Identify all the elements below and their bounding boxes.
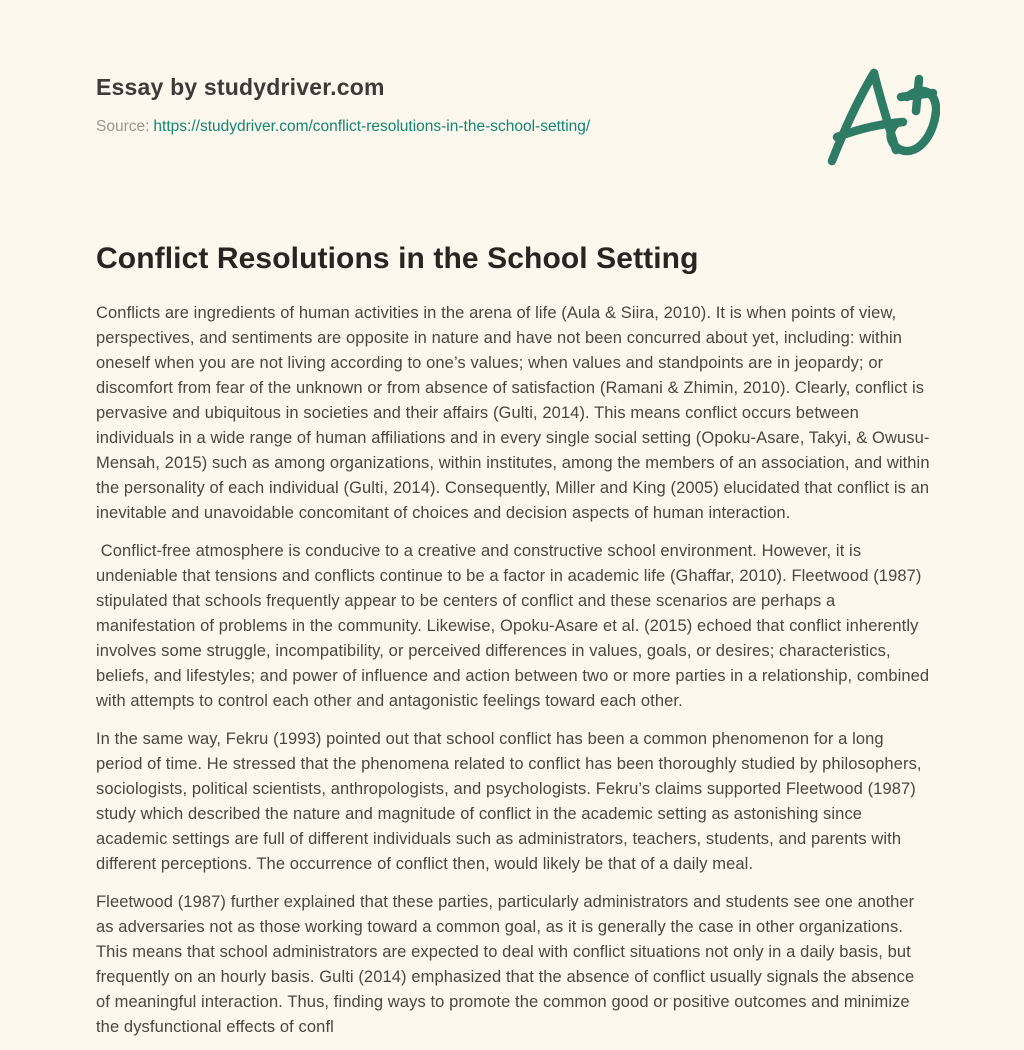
article-paragraph-2: Conflict-free atmosphere is conducive to a creative and constructive school environment. However, it is undeniable that tensions and conflicts continue to be a factor in academic life (Ghaffar, 2010). Fleetwood (1987) stipulated that schools frequently appear to be centers of conflict and these scenarios are perhaps a manifestation of problems in the community. Likewise, Opoku-Asare et al. (2015) echoed that conflict inherently involves some struggle, incompatibility, or perceived differences in values, goals, or desires; characteristics, beliefs, and lifestyles; and power of influence and action between two or more parties in a relationship, combined with attempts to control each other and antagonistic feelings toward each other. xyxy=(96,542,934,710)
article-title: Conflict Resolutions in the School Setting xyxy=(96,242,699,275)
studydriver-a-plus-logo-icon xyxy=(820,60,940,170)
source-line xyxy=(96,118,930,136)
article-paragraph-1: Conflicts are ingredients of human activities in the arena of life (Aula & Siira, 2010). It is when points of view, perspectives, and sentiments are opposite in nature and have not been concurred about yet, including: within oneself when you are not living according to one’s values; when values and standpoints are in jeopardy; or discomfort from fear of the unknown or from absence of satisfaction (Ramani & Zhimin, 2010). Clearly, conflict is pervasive and ubiquitous in societies and their affairs (Gulti, 2014). This means conflict occurs between individuals in a wide range of human affiliations and in every single social setting (Opoku-Asare, Takyi, & Owusu-Mensah, 2015) such as among organizations, within institutes, among the members of an association, and within the personality of each individual (Gulti, 2014). Consequently, Miller and King (2005) elucidated that conflict is an inevitable and unavoidable concomitant of choices and decision aspects of human interaction. xyxy=(96,304,935,522)
article-paragraph-4: Fleetwood (1987) further explained that these parties, particularly administrators and students see one another as adversaries not as those working toward a common goal, as it is generally the case in other organizations. This means that school administrators are expected to deal with conflict situations not only in a daily basis, but frequently on an hourly basis. Gulti (2014) emphasized that the absence of conflict usually signals the absence of meaningful interaction. Thus, finding ways to promote the common good or positive outcomes and minimize the dysfunctional effects of confl xyxy=(96,893,919,1036)
page-title: Essay by studydriver.com xyxy=(96,74,385,100)
article-paragraph-3: In the same way, Fekru (1993) pointed out that school conflict has been a common phenomenon for a long period of time. He stressed that the phenomena related to conflict has been thoroughly studied by philosophers, sociologists, political scientists, anthropologists, and psychologists. Fekru’s claims supported Fleetwood (1987) study which described the nature and magnitude of conflict in the academic setting as astonishing since academic settings are full of different individuals such as administrators, teachers, students, and parents with different perceptions. The occurrence of conflict then, would likely be that of a daily meal. xyxy=(96,730,927,873)
source-label: Source: xyxy=(96,118,150,135)
source-url-link[interactable]: https://studydriver.com/conflict-resolutions-in-the-school-setting/ xyxy=(153,118,591,135)
article-body xyxy=(96,301,935,1040)
